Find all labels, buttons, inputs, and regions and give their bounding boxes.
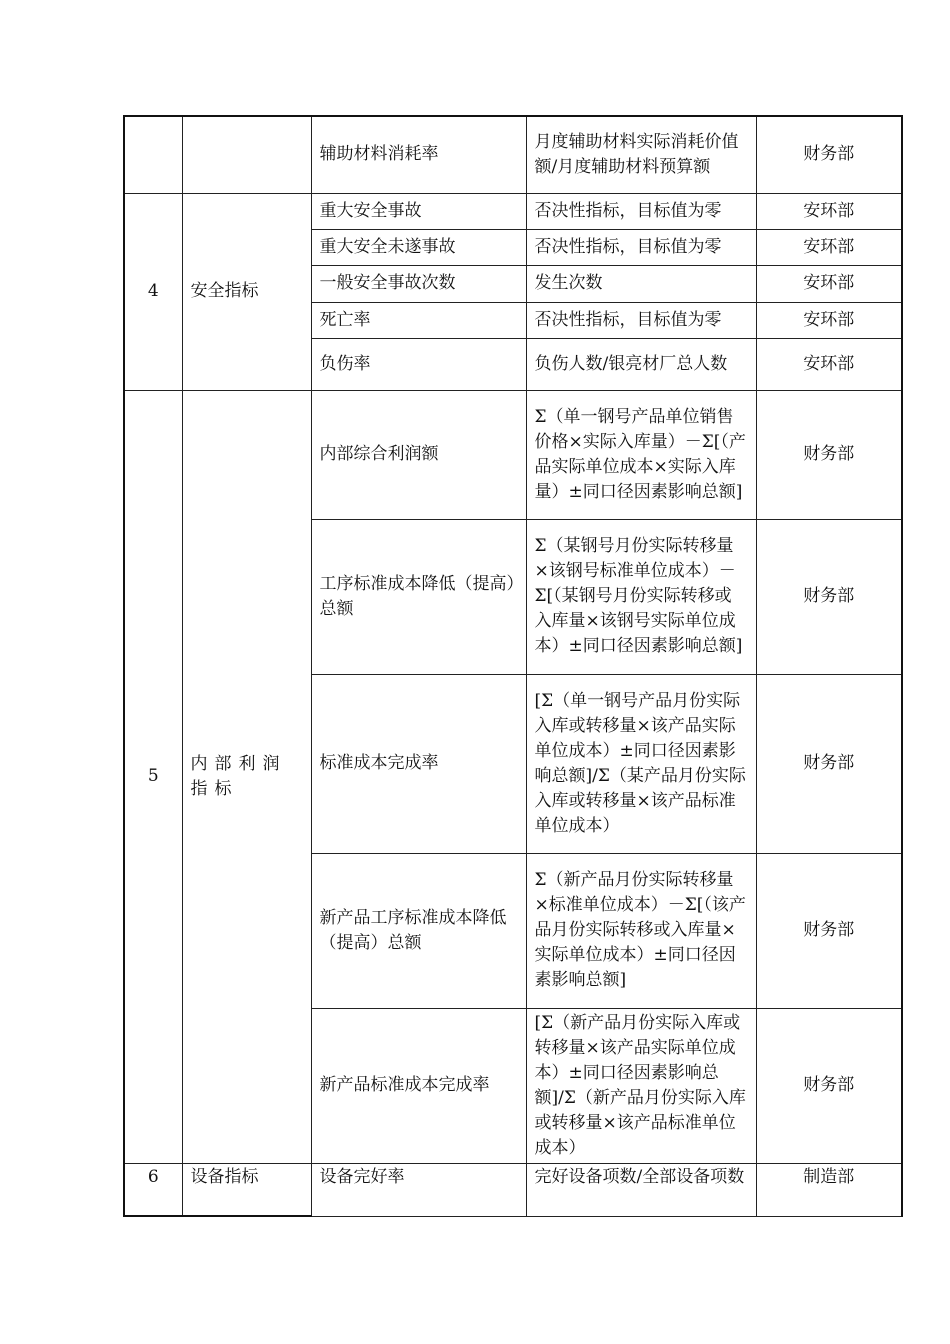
formula-cell: 否决性指标，目标值为零 — [526, 193, 756, 229]
indicator-name: 设备完好率 — [311, 1163, 526, 1216]
formula-cell: Σ（某钢号月份实际转移量×该钢号标准单位成本）－Σ[（某钢号月份实际转移或入库量×该钢号实际单位成本）±同口径因素影响总额] — [526, 519, 756, 674]
formula-cell: [Σ（新产品月份实际入库或转移量×该产品实际单位成本）±同口径因素影响总额]/Σ（新产品月份实际入库或转移量×该产品标准单位成本） — [526, 1008, 756, 1163]
indicator-name: 工序标准成本降低（提高）总额 — [311, 519, 526, 674]
indicator-name: 新产品标准成本完成率 — [311, 1008, 526, 1163]
table-row — [124, 116, 902, 193]
department-cell: 安环部 — [756, 265, 902, 302]
formula-cell: 发生次数 — [526, 265, 756, 302]
department-cell: 安环部 — [756, 229, 902, 265]
department-cell: 制造部 — [756, 1163, 902, 1216]
formula-cell: 完好设备项数/全部设备项数 — [526, 1163, 756, 1216]
indicator-name: 辅助材料消耗率 — [311, 116, 526, 193]
category-name: 设备指标 — [182, 1163, 311, 1216]
indicator-name: 内部综合利润额 — [311, 390, 526, 519]
category-name: 安全指标 — [182, 193, 311, 390]
department-cell: 财务部 — [756, 853, 902, 1008]
formula-cell: Σ（单一钢号产品单位销售价格×实际入库量）－Σ[（产品实际单位成本×实际入库量）±同口径因素影响总额] — [526, 390, 756, 519]
table-row — [124, 1163, 902, 1216]
indicator-name: 一般安全事故次数 — [311, 265, 526, 302]
formula-cell: 否决性指标，目标值为零 — [526, 229, 756, 265]
department-cell: 安环部 — [756, 193, 902, 229]
formula-cell: 否决性指标，目标值为零 — [526, 302, 756, 338]
table-row — [124, 193, 902, 229]
row-number: 4 — [124, 193, 182, 390]
indicator-name: 重大安全未遂事故 — [311, 229, 526, 265]
indicator-name: 标准成本完成率 — [311, 674, 526, 853]
department-cell: 安环部 — [756, 338, 902, 390]
indicator-name: 重大安全事故 — [311, 193, 526, 229]
formula-cell: [Σ（单一钢号产品月份实际入库或转移量×该产品实际单位成本）±同口径因素影响总额]/Σ（某产品月份实际入库或转移量×该产品标准单位成本） — [526, 674, 756, 853]
indicator-table — [123, 115, 903, 1217]
formula-cell: 月度辅助材料实际消耗价值额/月度辅助材料预算额 — [526, 116, 756, 193]
indicator-name: 负伤率 — [311, 338, 526, 390]
formula-cell: 负伤人数/银亮材厂总人数 — [526, 338, 756, 390]
department-cell: 财务部 — [756, 1008, 902, 1163]
department-cell: 财务部 — [756, 116, 902, 193]
department-cell: 财务部 — [756, 674, 902, 853]
row-number: 5 — [124, 390, 182, 1163]
indicator-name: 死亡率 — [311, 302, 526, 338]
indicator-name: 新产品工序标准成本降低（提高）总额 — [311, 853, 526, 1008]
row-number: 6 — [124, 1163, 182, 1216]
department-cell: 财务部 — [756, 519, 902, 674]
table-row — [124, 390, 902, 519]
category-name: 内部利润指标 — [182, 390, 311, 1163]
department-cell: 安环部 — [756, 302, 902, 338]
formula-cell: Σ（新产品月份实际转移量×标准单位成本）－Σ[（该产品月份实际转移或入库量×实际单位成本）±同口径因素影响总额] — [526, 853, 756, 1008]
department-cell: 财务部 — [756, 390, 902, 519]
number-cell — [124, 116, 182, 193]
category-cell — [182, 116, 311, 193]
